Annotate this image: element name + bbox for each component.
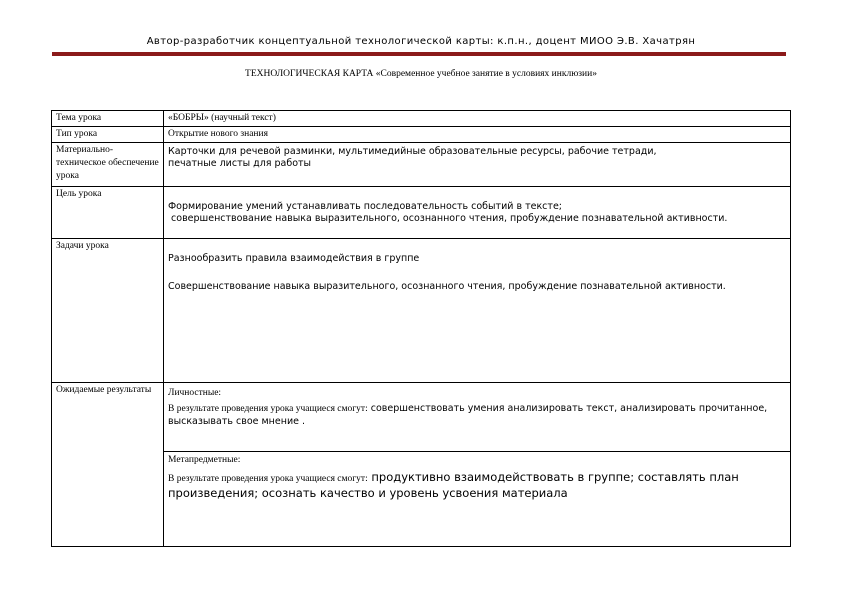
topic-label: Тема урока bbox=[52, 111, 164, 127]
document-title: ТЕХНОЛОГИЧЕСКАЯ КАРТА «Современное учебное занятие в условиях инклюзии» bbox=[245, 69, 597, 79]
type-value: Открытие нового знания bbox=[164, 127, 791, 143]
goal-line-2: совершенствование навыка выразительного, осознанного чтения, пробуждение познавательной активности. bbox=[168, 213, 728, 224]
header-divider bbox=[52, 52, 786, 56]
meta-lead: В результате проведения урока учащиеся смогут: bbox=[168, 474, 368, 484]
technology-map-table bbox=[51, 110, 791, 547]
table-row-goal bbox=[52, 187, 791, 239]
materials-label: Материально-техническое обеспечение урока bbox=[52, 143, 164, 187]
materials-value: Карточки для речевой разминки, мультимедийные образовательные ресурсы, рабочие тетради, печатные листы для работы bbox=[164, 143, 791, 187]
tasks-line-1: Разнообразить правила взаимодействия в группе bbox=[168, 253, 420, 264]
results-label: Ожидаемые результаты bbox=[52, 383, 164, 547]
personal-heading: Личностные: bbox=[168, 388, 222, 398]
table-row-type bbox=[52, 127, 791, 143]
author-line: Автор-разработчик концептуальной технологической карты: к.п.н., доцент МИОО Э.В. Хачатрян bbox=[146, 36, 696, 47]
personal-results-block bbox=[168, 383, 786, 451]
table-row-materials bbox=[52, 143, 791, 187]
table-row-tasks bbox=[52, 239, 791, 383]
personal-text: совершенствовать умения анализировать текст, анализировать прочитанное, высказывать свое мнение . bbox=[168, 403, 768, 427]
goal-line-1: Формирование умений устанавливать последовательность событий в тексте; bbox=[168, 201, 562, 212]
meta-results-block bbox=[164, 451, 790, 546]
table-row-topic bbox=[52, 111, 791, 127]
tasks-label: Задачи урока bbox=[52, 239, 164, 383]
tasks-line-2: Совершенствование навыка выразительного, осознанного чтения, пробуждение познавательной активности. bbox=[168, 281, 726, 292]
goal-label: Цель урока bbox=[52, 187, 164, 239]
meta-heading: Метапредметные: bbox=[168, 455, 241, 465]
table-row-results bbox=[52, 383, 791, 547]
type-label: Тип урока bbox=[52, 127, 164, 143]
personal-lead: В результате проведения урока учащиеся смогут: bbox=[168, 404, 368, 414]
topic-value: «БОБРЫ» (научный текст) bbox=[164, 111, 791, 127]
meta-text: продуктивно взаимодействовать в группе; составлять план произведения; осознать качество и уровень усвоения материала bbox=[168, 470, 739, 500]
